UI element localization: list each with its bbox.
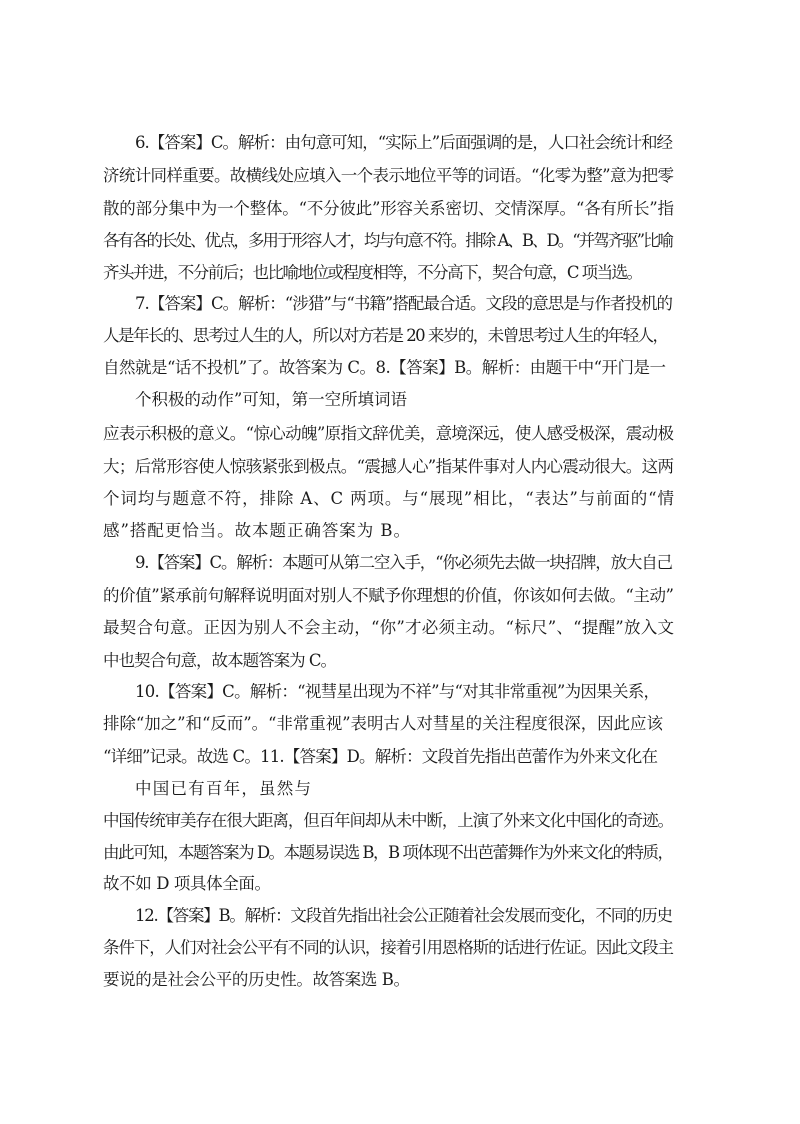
text-line: 个词均与题意不符，排除 A、C 两项。与“展现”相比，“表达”与前面的“情 xyxy=(103,489,675,508)
text-line: 个积极的动作”可知，第一空所填词语 xyxy=(135,390,407,409)
text-line: 由此可知，本题答案为 D。本题易误选 B，B 项体现不出芭蕾舞作为外来文化的特质， xyxy=(103,843,673,862)
text-line: 的价值”紧承前句解释说明面对别人不赋予你理想的价值，你该如何去做。“主动” xyxy=(103,586,674,605)
text-line: 12.【答案】B。解析：文段首先指出社会公正随着社会发展而变化，不同的历史 xyxy=(135,906,672,925)
text-line: 中国已有百年，虽然与 xyxy=(135,779,313,798)
text-line: 中也契合句意，故本题答案为 C。 xyxy=(103,651,337,670)
text-line: 9.【答案】C。解析：本题可从第二空入手，“你必须先去做一块招牌，放大自己 xyxy=(135,553,672,572)
text-line: 各有各的长处、优点，多用于形容人才，均与句意不符。排除 A、B、D。“并驾齐驱”比喻 xyxy=(103,231,672,250)
text-line: 中国传统审美存在很大距离，但百年间却从未中断，上演了外来文化中国化的奇迹。 xyxy=(103,811,673,830)
text-line: 大；后常形容使人惊骇紧张到极点。“震撼人心”指某件事对人内心震动很大。这两 xyxy=(103,457,674,476)
text-line: 排除“加之”和“反而”。“非常重视”表明古人对彗星的关注程度很深，因此应该 xyxy=(103,714,663,733)
text-line: 自然就是“话不投机”了。故答案为 C。8.【答案】B。解析：由题干中“开门是一 xyxy=(103,358,666,377)
text-line: 应表示积极的意义。“惊心动魄”原指文辞优美，意境深远，使人感受极深，震动极 xyxy=(103,424,674,443)
text-line: 散的部分集中为一个整体。“不分彼此”形容关系密切、交情深厚。“各有所长”指 xyxy=(103,199,674,218)
text-line: 6.【答案】C。解析：由句意可知，“实际上”后面强调的是，人口社会统计和经 xyxy=(135,133,673,152)
text-line: 最契合句意。正因为别人不会主动，“你”才必须主动。“标尺”、“提醒”放入文 xyxy=(103,618,675,637)
text-line: 齐头并进，不分前后；也比喻地位或程度相等，不分高下，契合句意，C 项当选。 xyxy=(103,263,642,282)
text-line: 7.【答案】C。解析：“涉猎”与“书籍”搭配最合适。文段的意思是与作者投机的 xyxy=(135,294,673,313)
text-line: 10.【答案】C。解析：“视彗星出现为不祥”与“对其非常重视”为因果关系， xyxy=(135,682,660,701)
text-line: 感”搭配更恰当。故本题正确答案为 B。 xyxy=(103,521,411,540)
text-line: 济统计同样重要。故横线处应填入一个表示地位平等的词语。“化零为整”意为把零 xyxy=(103,166,674,185)
text-line: 故不如 D 项具体全面。 xyxy=(103,874,271,893)
text-line: 人是年长的、思考过人生的人，所以对方若是 20 来岁的，未曾思考过人生的年轻人， xyxy=(103,326,668,345)
text-line: 条件下，人们对社会公平有不同的认识，接着引用恩格斯的话进行佐证。因此文段主 xyxy=(103,938,673,957)
text-line: 要说的是社会公平的历史性。故答案选 B。 xyxy=(103,970,410,989)
text-line: “详细”记录。故选 C。11.【答案】D。解析：文段首先指出芭蕾作为外来文化在 xyxy=(103,747,658,766)
